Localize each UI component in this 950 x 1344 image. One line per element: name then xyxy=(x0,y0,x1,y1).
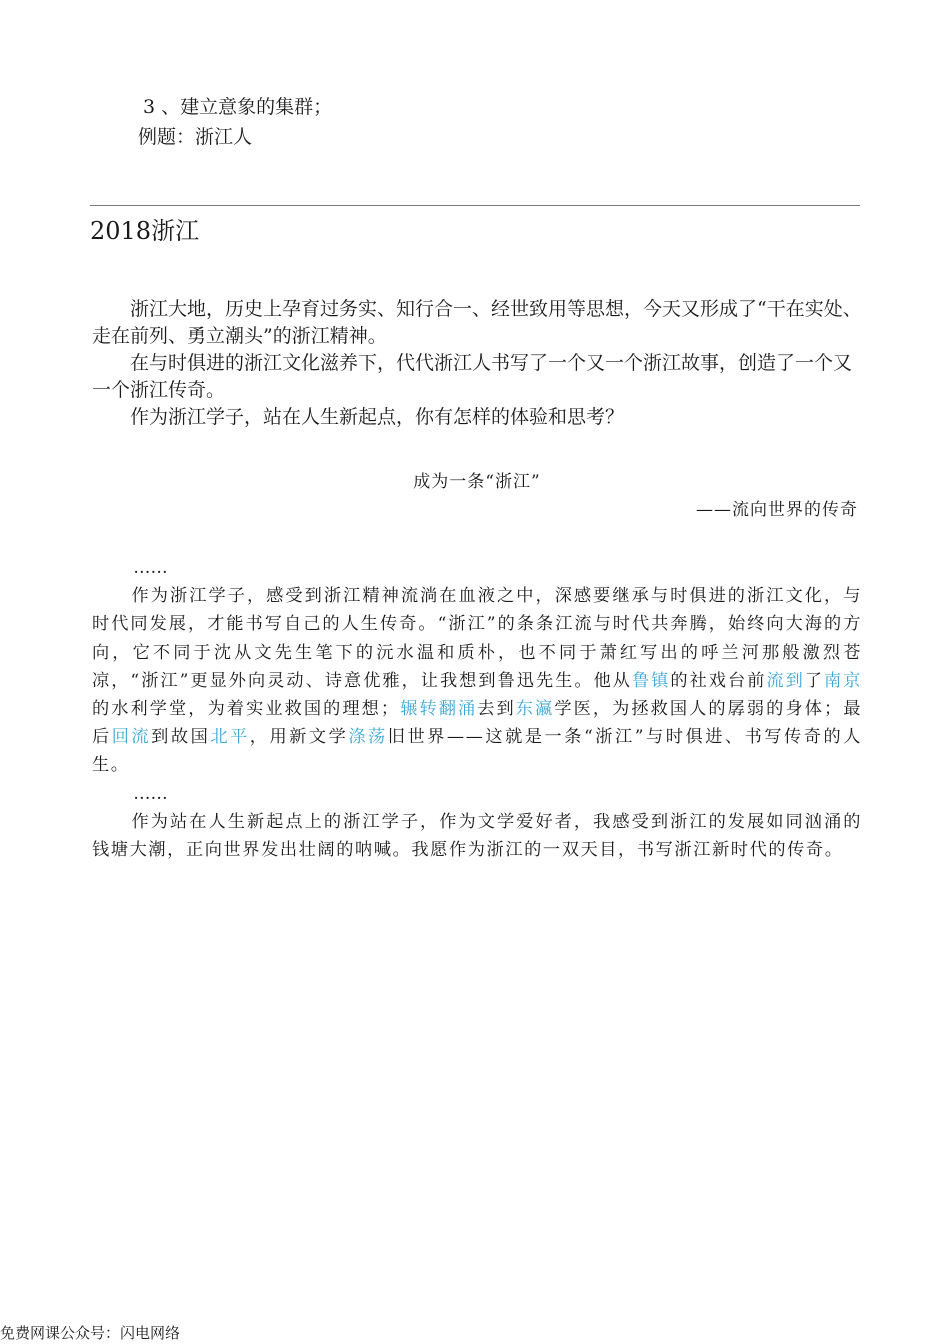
essay-body xyxy=(92,554,862,864)
example-label: 例题：浙江人 xyxy=(138,126,253,148)
highlight-beiping: 北平 xyxy=(210,727,250,748)
highlight-hui-liu: 回流 xyxy=(111,727,152,748)
prompt-paragraph-1: 浙江大地，历史上孕育过务实、知行合一、经世致用等思想，今天又形成了“干在实处、走在前列、勇立潮头”的浙江精神。 xyxy=(92,298,862,347)
essay-ellipsis-2: …… xyxy=(133,783,168,804)
highlight-dongying: 东瀛 xyxy=(515,699,555,720)
essay-text: 去到 xyxy=(477,699,516,720)
essay-paragraph-1 xyxy=(92,582,862,779)
highlight-lu-zhen: 鲁镇 xyxy=(631,670,671,691)
essay-text: ，用新文学 xyxy=(249,727,349,748)
highlight-di-dang: 涤荡 xyxy=(348,727,388,748)
section-divider xyxy=(90,205,860,206)
essay-subtitle: ——流向世界的传奇 xyxy=(696,500,858,520)
essay-title: 成为一条“浙江” xyxy=(413,472,541,492)
prompt-paragraph-2: 在与时俱进的浙江文化滋养下，代代浙江人书写了一个又一个浙江故事，创造了一个又一个浙江传奇。 xyxy=(92,352,853,401)
essay-text: 的水利学堂，为着实业救国的理想； xyxy=(92,699,400,720)
highlight-liu-dao: 流到 xyxy=(766,670,805,691)
exam-prompt xyxy=(92,296,862,431)
essay-paragraph-2: 作为站在人生新起点上的浙江学子，作为文学爱好者，我感受到浙江的发展如同汹涌的钱塘大潮，正向世界发出壮阔的呐喊。我愿作为浙江的一双天目，书写浙江新时代的传奇。 xyxy=(92,811,862,861)
method-item-3: 3 、建立意象的集群； xyxy=(143,96,333,118)
essay-text: 了 xyxy=(804,670,824,691)
essay-text: 旧世界——这就是一条“浙江”与时俱进、书写传奇的人生。 xyxy=(92,727,862,776)
essay-text: 到故国 xyxy=(151,727,211,748)
essay-text: 作为浙江学子，感受到浙江精神流淌在血液之中，深感要继承与时俱进的浙江文化，与时代同发展，才能书写自己的人生传奇。“浙江”的条条江流与时代共奔腾，始终向大海的方向，它不同于沈从文先生笔下的沅水温和质朴，也不同于萧红写出的呼兰河那般激烈苍凉，“浙江”更显外向灵动、诗意优雅，让我想到鲁迅先生。他从 xyxy=(92,586,862,691)
essay-ellipsis-1: …… xyxy=(133,558,168,578)
section-heading: 2018浙江 xyxy=(90,217,200,245)
essay-text: 学医，为拯救国人的孱弱的身体；最后 xyxy=(92,699,863,748)
essay-text: 的社戏台前 xyxy=(670,670,767,691)
highlight-zhanzhuan-fanyong: 辗转翻涌 xyxy=(399,699,478,720)
prompt-paragraph-3: 作为浙江学子，站在人生新起点，你有怎样的体验和思考？ xyxy=(130,406,625,428)
highlight-nanjing: 南京 xyxy=(824,670,862,691)
footer-watermark: 免费网课公众号：闪电网络 xyxy=(0,1324,181,1342)
intro-notes xyxy=(138,92,332,152)
